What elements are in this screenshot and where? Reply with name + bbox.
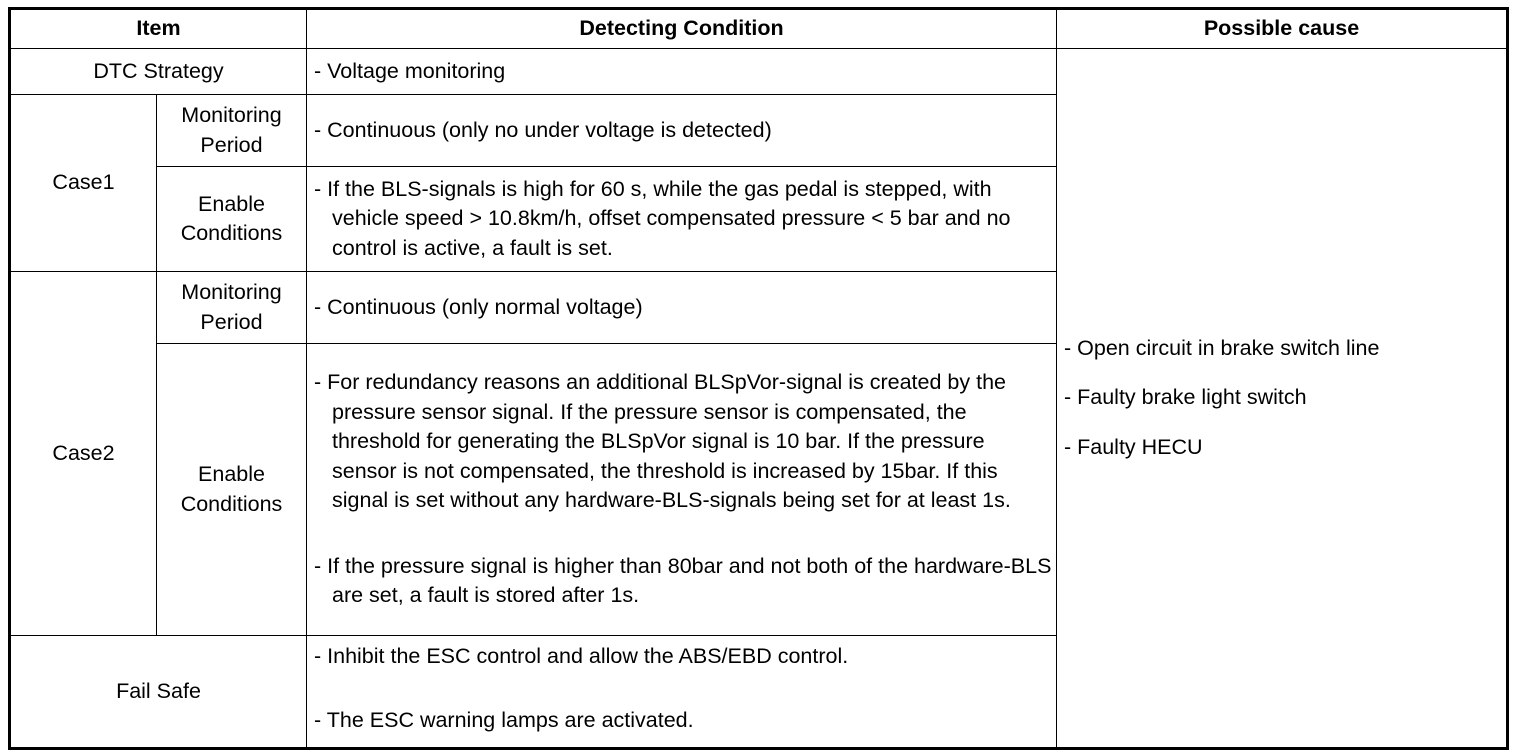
header-detecting-condition: Detecting Condition bbox=[307, 9, 1057, 49]
case1-monitoring-condition bbox=[307, 95, 1057, 167]
dtc-strategy-condition bbox=[307, 49, 1057, 95]
dtc-strategy-condition-text: - Voltage monitoring bbox=[314, 58, 506, 83]
header-possible-cause: Possible cause bbox=[1057, 9, 1508, 49]
fail-safe-label: Fail Safe bbox=[10, 636, 307, 749]
case2-enable-label: Enable Conditions bbox=[157, 344, 307, 636]
case1-enable-condition-text: - If the BLS-signals is high for 60 s, while the gas pedal is stepped, with vehicle speed > 10.8km/h, offset compensated pressure < 5 bar and no control is active, a fault is set. bbox=[314, 176, 1011, 260]
header-item: Item bbox=[10, 9, 307, 49]
case2-enable-condition bbox=[307, 344, 1057, 636]
case2-monitoring-label: Monitoring Period bbox=[157, 272, 307, 344]
case1-enable-label: Enable Conditions bbox=[157, 167, 307, 272]
possible-cause-item: - Faulty brake light switch bbox=[1064, 385, 1307, 410]
dtc-table bbox=[8, 7, 1509, 750]
case2-monitoring-condition-text: - Continuous (only normal voltage) bbox=[314, 294, 643, 319]
case2-enable-condition-text-2: - If the pressure signal is higher than 80bar and not both of the hardware-BLS are set, a fault is stored after 1s. bbox=[314, 553, 1052, 608]
case2-label: Case2 bbox=[10, 272, 157, 636]
case1-label: Case1 bbox=[10, 95, 157, 272]
possible-cause-item: - Open circuit in brake switch line bbox=[1064, 335, 1380, 360]
dtc-strategy-label: DTC Strategy bbox=[10, 49, 307, 95]
fail-safe-condition-text-1: - Inhibit the ESC control and allow the ABS/EBD control. bbox=[314, 644, 849, 668]
possible-cause-cell bbox=[1057, 49, 1508, 749]
fail-safe-condition-text-2: - The ESC warning lamps are activated. bbox=[314, 707, 694, 732]
possible-cause-item: - Faulty HECU bbox=[1064, 434, 1203, 459]
case1-enable-condition bbox=[307, 167, 1057, 272]
table-row-dtc-strategy bbox=[10, 49, 1508, 95]
header-row bbox=[10, 9, 1508, 49]
case1-monitoring-label: Monitoring Period bbox=[157, 95, 307, 167]
case2-enable-condition-text-1: - For redundancy reasons an additional BLSpVor-signal is created by the pressure sensor signal. If the pressure sensor is compensated, the threshold for generating the BLSpVor signal is 10 bar. If the pressure sensor is not compensated, the threshold is increased by 15bar. If this signal is set without any hardware-BLS-signals being set for at least 1s. bbox=[314, 370, 1011, 513]
fail-safe-condition bbox=[307, 636, 1057, 749]
case1-monitoring-condition-text: - Continuous (only no under voltage is detected) bbox=[314, 117, 772, 142]
case2-monitoring-condition bbox=[307, 272, 1057, 344]
